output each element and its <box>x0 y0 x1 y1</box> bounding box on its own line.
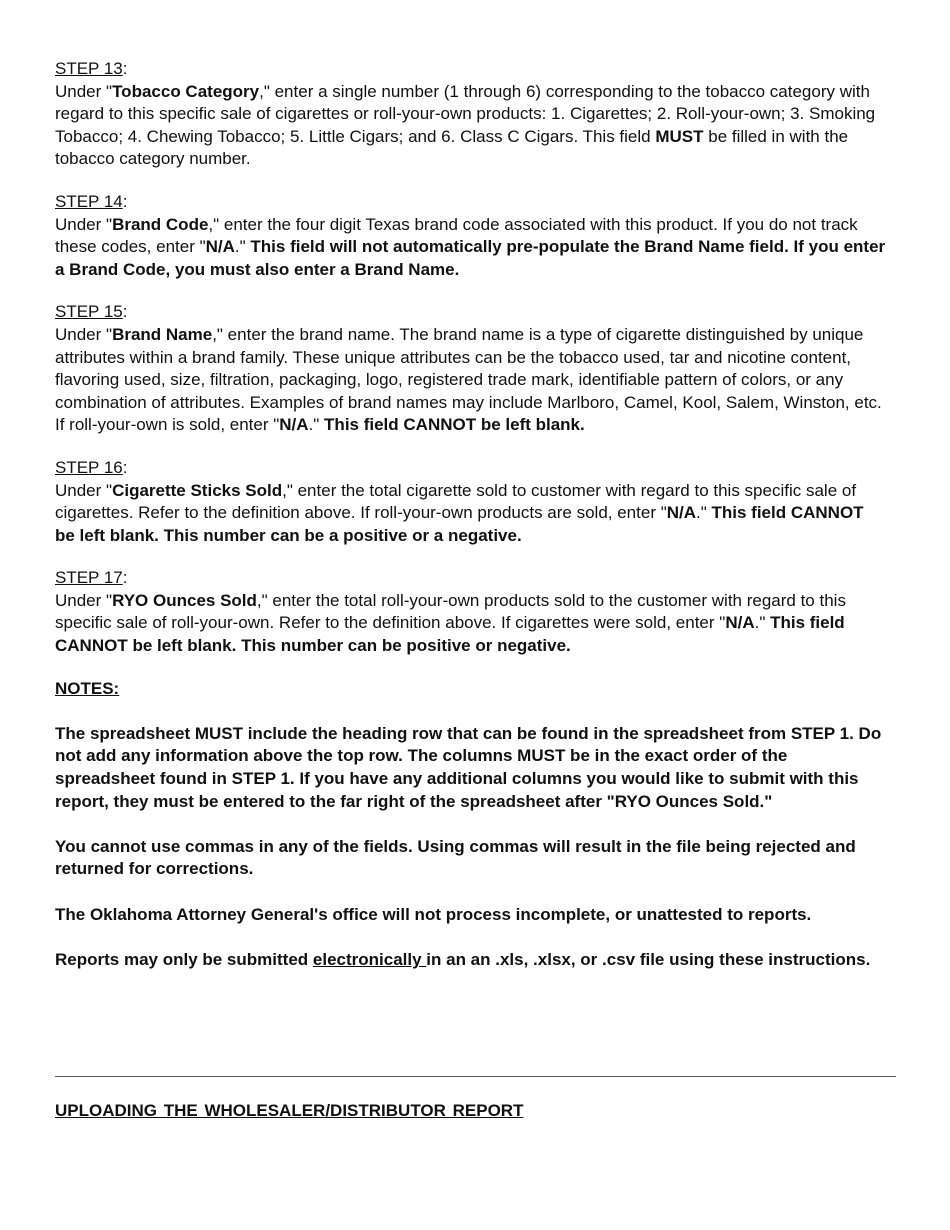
step-body <box>55 81 887 171</box>
step-text: ." <box>696 503 712 523</box>
step-text: ," enter the total cigarette sold to customer with regard to this specific sale of cigarettes. Refer to the definition above. If roll-your-own products are sold, enter " <box>55 480 857 523</box>
step-text: Under " <box>55 81 113 101</box>
step-emphasis: This field CANNOT be left blank. This number can be a positive or a negative. <box>55 503 864 545</box>
step-emphasis: This field CANNOT be left blank. <box>324 415 585 435</box>
step-text: be filled in with the tobacco category number. <box>55 126 849 169</box>
step-text: Under " <box>55 324 113 344</box>
step-text: ." <box>234 237 251 257</box>
step-text: ." <box>754 613 771 633</box>
step-text: Under " <box>55 590 113 610</box>
step-emphasis: Brand Name <box>112 324 213 344</box>
step-block <box>55 58 887 171</box>
notes-paragraph: The Oklahoma Attorney General's office will not process incomplete, or unattested to reports. <box>55 904 812 924</box>
step-label: STEP 16 <box>55 457 123 477</box>
notes-paragraph-submission <box>55 949 887 972</box>
step-body <box>55 214 887 282</box>
notes-underlined-text: electronically <box>312 949 427 969</box>
document-page <box>55 58 887 994</box>
step-emphasis: MUST <box>655 126 704 146</box>
notes-section <box>55 678 887 972</box>
step-heading: STEP 16: <box>55 457 128 477</box>
step-body <box>55 480 887 548</box>
step-text: Under " <box>55 214 113 234</box>
step-label: STEP 17 <box>55 568 123 588</box>
step-emphasis: This field CANNOT be left blank. This number can be positive or negative. <box>55 613 845 656</box>
step-heading: STEP 17: <box>55 568 128 588</box>
step-label: STEP 14 <box>55 191 123 211</box>
step-emphasis: Tobacco Category <box>112 81 260 101</box>
notes-text: Reports may only be submitted <box>55 949 313 969</box>
step-text: Under " <box>55 480 113 500</box>
step-emphasis: N/A <box>666 503 697 523</box>
step-emphasis: This field will not automatically pre-populate the Brand Name field. If you enter a Brand Code, you must also enter a Brand Name. <box>55 237 886 279</box>
step-emphasis: Cigarette Sticks Sold <box>112 480 283 500</box>
upload-section-heading: UPLOADING THE WHOLESALER/DISTRIBUTOR REPORT <box>55 1101 524 1120</box>
step-block <box>55 457 887 547</box>
step-label: STEP 13 <box>55 59 123 78</box>
step-heading: STEP 14: <box>55 191 128 211</box>
step-text: ." <box>308 415 325 435</box>
step-text: ," enter the four digit Texas brand code associated with this product. If you do not track these codes, enter " <box>55 214 858 257</box>
step-heading: STEP 15: <box>55 302 128 322</box>
step-heading: STEP 13: <box>55 59 128 78</box>
notes-text: in an an .xls, .xlsx, or .csv file using these instructions. <box>426 949 871 969</box>
step-emphasis: RYO Ounces Sold <box>112 590 257 610</box>
step-text: ," enter the brand name. The brand name is a type of cigarette distinguished by unique attributes within a brand family. These unique attributes can be the tobacco used, tar and nicotine content, flavoring used, size, filtration, packaging, logo, registered trade mark, identifiable pattern of colors, or any combination of attributes. Examples of brand names may include Marlboro, Camel, Kool, Salem, Winston, etc. If roll-your-own is sold, enter " <box>55 324 882 435</box>
step-text: ," enter a single number (1 through 6) corresponding to the tobacco category with regard to this specific sale of cigarettes or roll-your-own products: 1. Cigarettes; 2. Roll-your-own; 3. Smoking Tobacco; 4. Chewing Tobacco; 5. Little Cigars; and 6. Class C Cigars. This field <box>55 81 876 146</box>
steps-list <box>55 58 887 658</box>
step-block <box>55 301 887 437</box>
step-body <box>55 324 887 437</box>
step-text: ," enter the total roll-your-own products sold to the customer with regard to this specific sale of roll-your-own. Refer to the definition above. If cigarettes were sold, enter " <box>55 590 846 633</box>
step-block <box>55 191 887 281</box>
step-emphasis: N/A <box>205 237 235 257</box>
step-label: STEP 15 <box>55 302 123 322</box>
notes-paragraph: The spreadsheet MUST include the heading row that can be found in the spreadsheet from STEP 1. Do not add any information above the top row. The columns MUST be in the exact order of the spreadsheet found in STEP 1. If you have any additional columns you would like to submit with this report, they must be entered to the far right of the spreadsheet after "RYO Ounces Sold." <box>55 723 882 811</box>
notes-paragraph: You cannot use commas in any of the fields. Using commas will result in the file being rejected and returned for corrections. <box>55 836 856 879</box>
step-emphasis: N/A <box>725 613 755 633</box>
horizontal-divider <box>55 1076 896 1077</box>
step-emphasis: N/A <box>279 415 309 435</box>
step-body <box>55 590 887 658</box>
step-block <box>55 567 887 657</box>
step-emphasis: Brand Code <box>112 214 209 234</box>
notes-heading: NOTES: <box>55 678 120 698</box>
